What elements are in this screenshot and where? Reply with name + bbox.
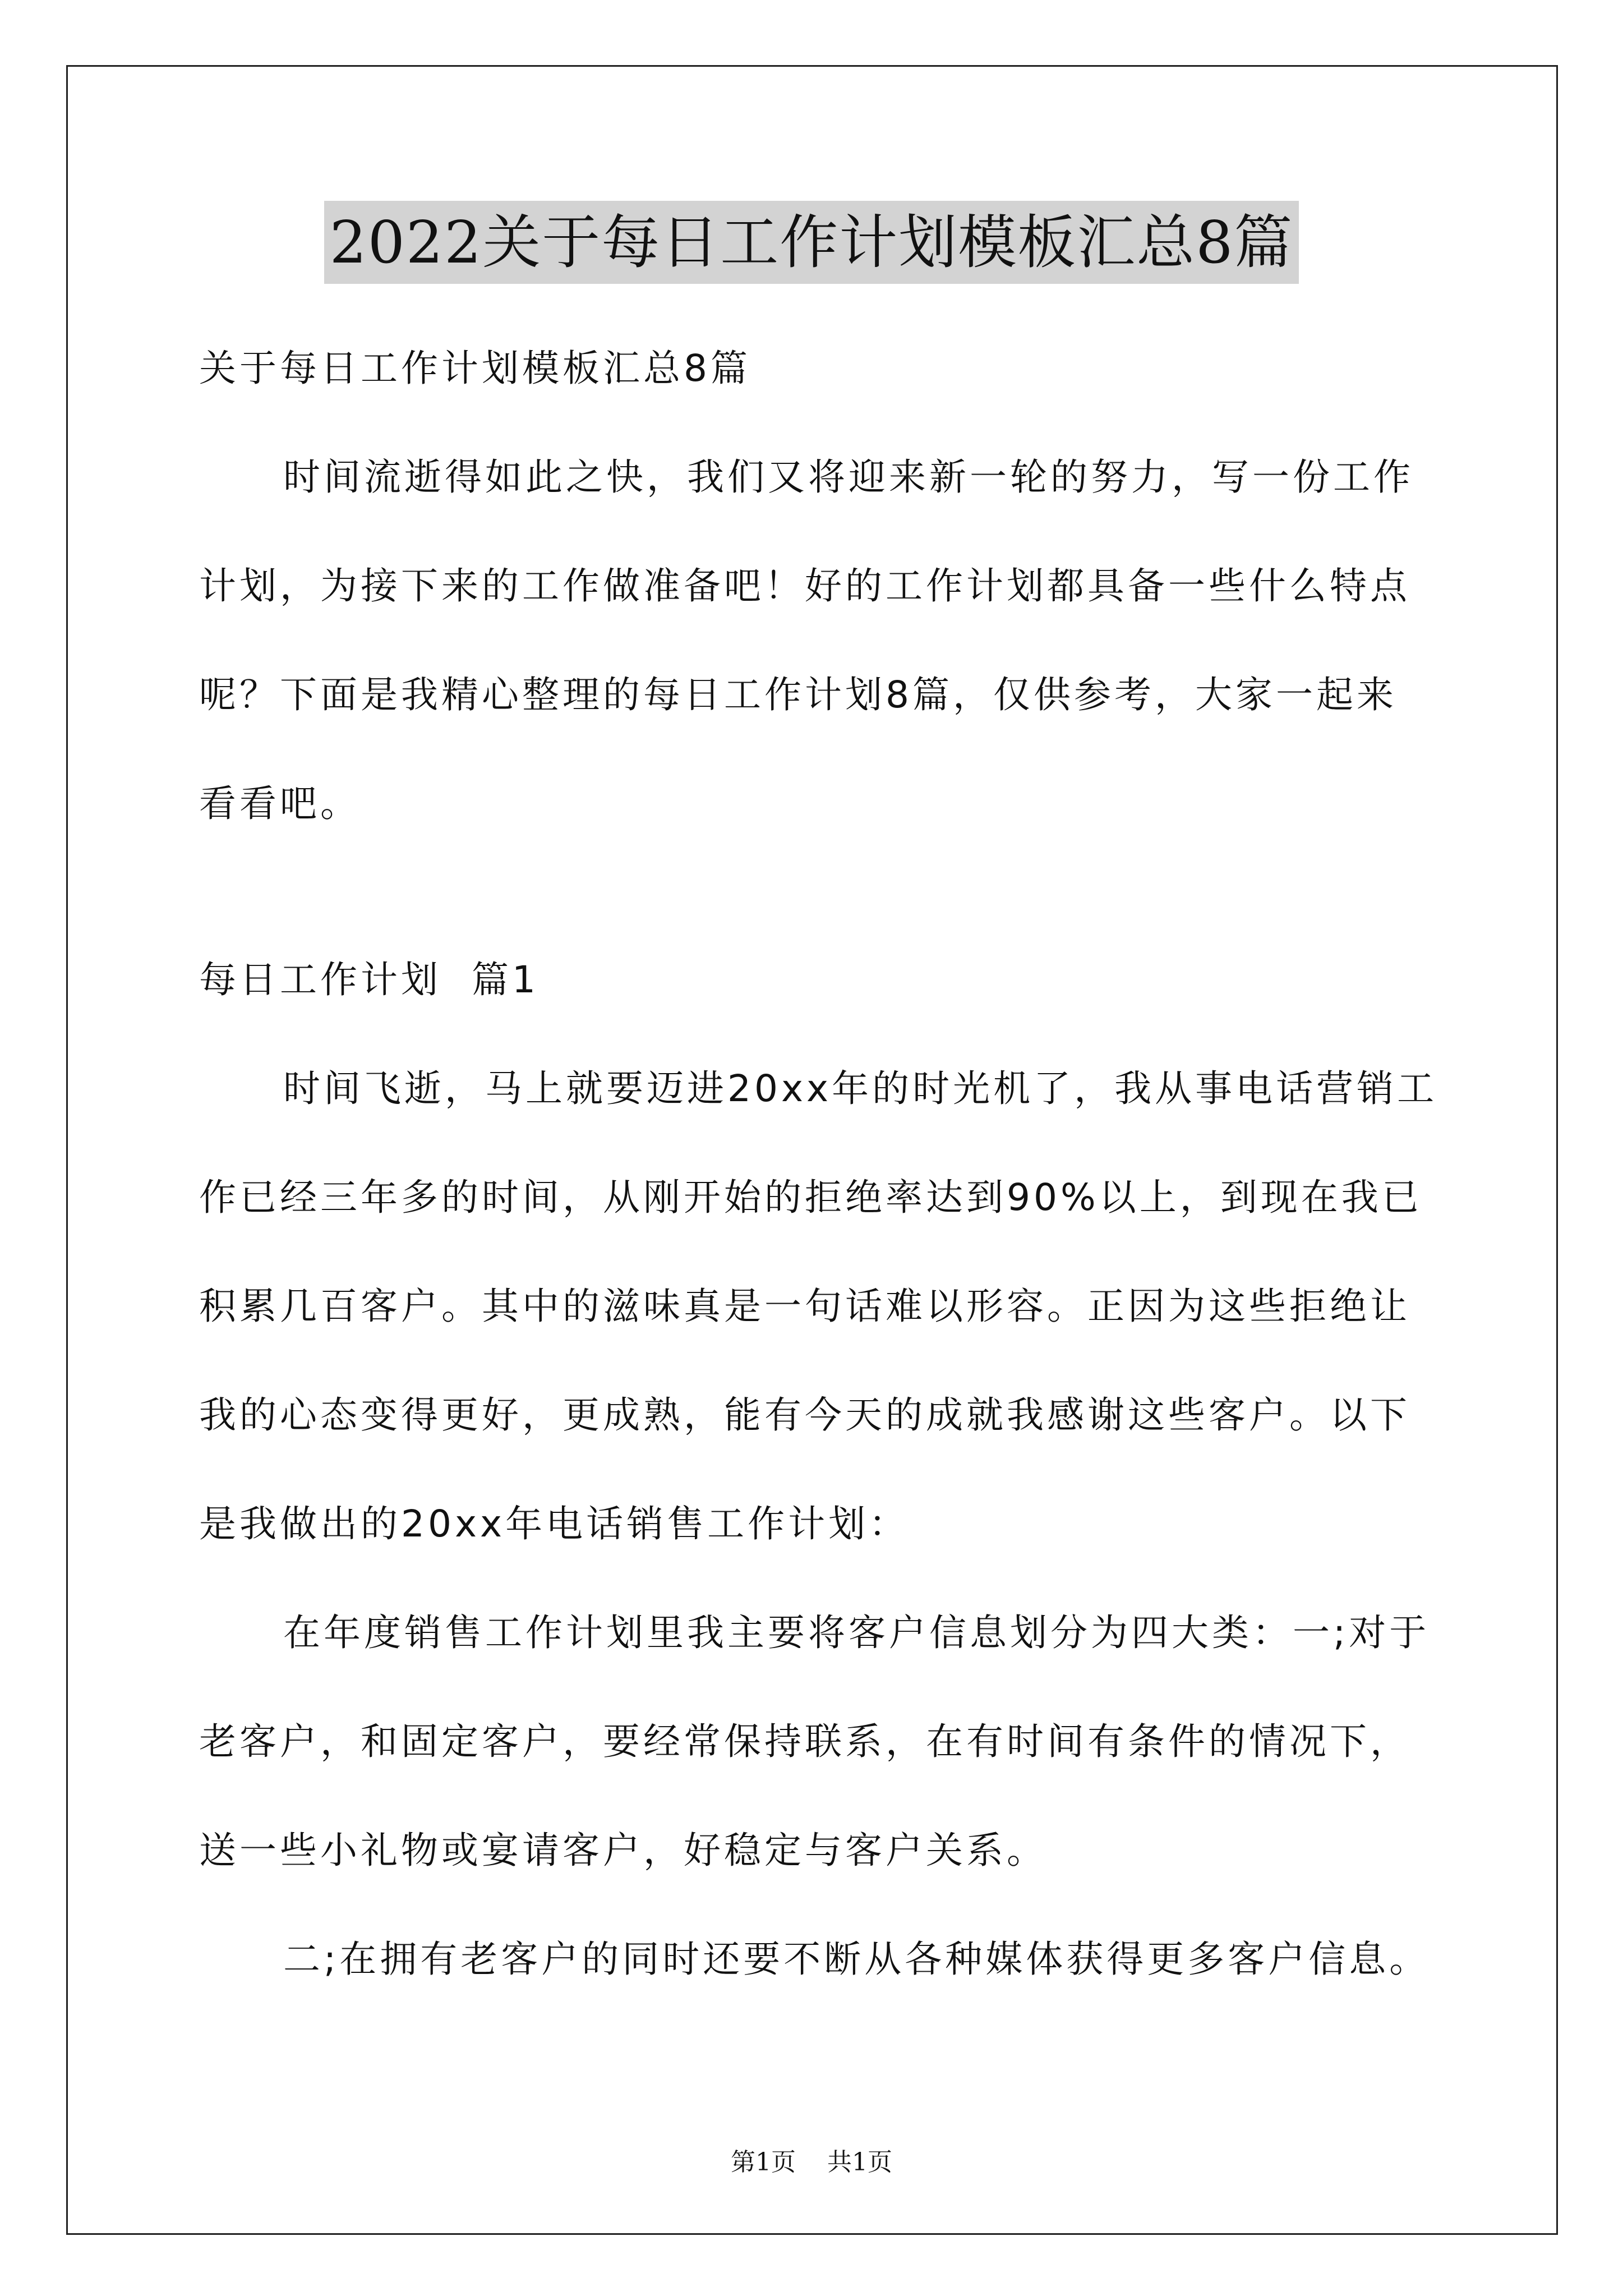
paragraph-line: 在年度销售工作计划里我主要将客户信息划分为四大类：一;对于 <box>283 1611 1430 1654</box>
paragraph-line: 送一些小礼物或宴请客户，好稳定与客户关系。 <box>199 1829 1047 1872</box>
paragraph-line: 二;在拥有老客户的同时还要不断从各种媒体获得更多客户信息。 <box>283 1938 1430 1981</box>
spacer <box>199 858 1427 926</box>
document-body <box>199 314 1438 2014</box>
section-paragraph-2 <box>199 1579 1430 1905</box>
paragraph-line: 我的心态变得更好，更成熟，能有今天的成就我感谢这些客户。以下 <box>199 1393 1410 1437</box>
paragraph-line: 老客户，和固定客户，要经常保持联系，在有时间有条件的情况下， <box>199 1720 1410 1763</box>
intro-paragraph <box>199 423 1427 858</box>
page-number: 第1页 共1页 <box>731 2148 892 2177</box>
intro-line: 看看吧。 <box>199 782 361 825</box>
intro-line: 时间流逝得如此之快，我们又将迎来新一轮的努力，写一份工作 <box>283 455 1414 499</box>
document-subtitle: 关于每日工作计划模板汇总8篇 <box>199 347 751 390</box>
paragraph-line: 是我做出的20xx年电话销售工作计划： <box>199 1502 910 1545</box>
section-paragraph-1 <box>199 1034 1438 1579</box>
paragraph-line: 积累几百客户。其中的滋味真是一句话难以形容。正因为这些拒绝让 <box>199 1285 1410 1328</box>
intro-line: 计划，为接下来的工作做准备吧！好的工作计划都具备一些什么特点 <box>199 564 1410 608</box>
paragraph-line: 作已经三年多的时间，从刚开始的拒绝率达到90%以上，到现在我已 <box>199 1176 1422 1219</box>
paragraph-line: 时间飞逝，马上就要迈进20xx年的时光机了，我从事电话营销工 <box>283 1067 1438 1110</box>
section-heading: 每日工作计划 篇1 <box>199 958 539 1001</box>
document-title: 2022关于每日工作计划模板汇总8篇 <box>324 201 1299 284</box>
section-paragraph-3 <box>199 1905 1430 2014</box>
page-footer <box>0 2142 1623 2178</box>
intro-line: 呢？下面是我精心整理的每日工作计划8篇，仅供参考，大家一起来 <box>199 673 1397 716</box>
title-container <box>0 201 1623 284</box>
